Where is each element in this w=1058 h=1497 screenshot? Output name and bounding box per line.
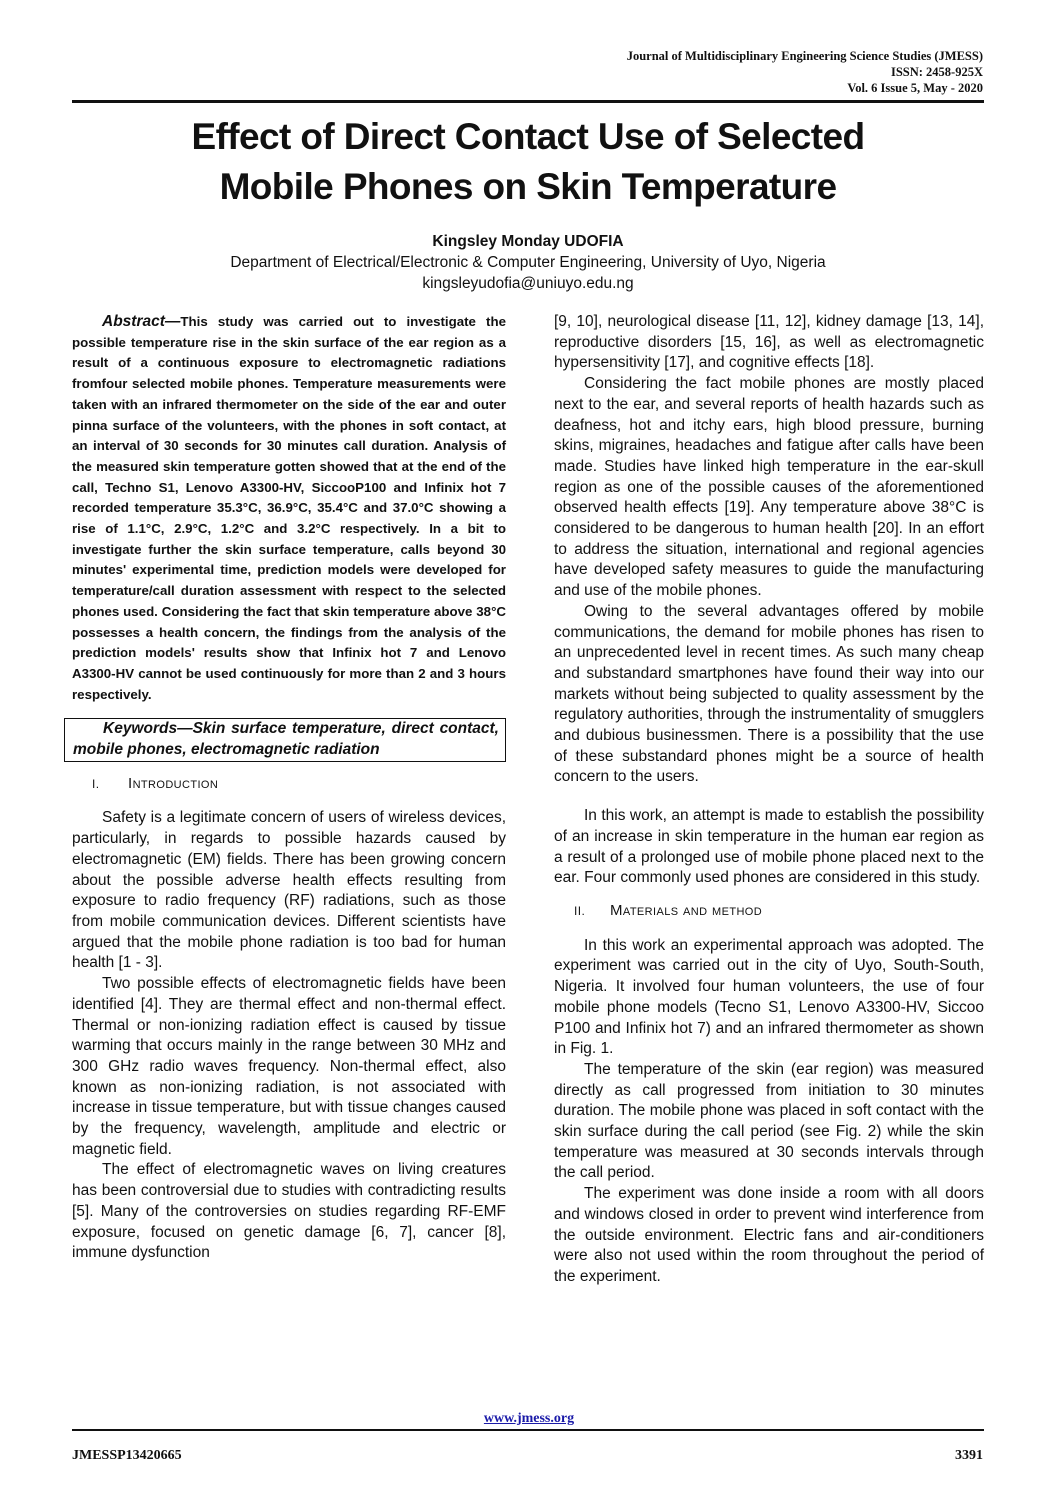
intro-paragraph-2: Two possible effects of electromagnetic fields have been identified [4]. They are thermal effect and non-thermal effect. Thermal or non-ionizing radiation effect is caused by tissue warming that occurs mainly in the range between 30 MHz and 300 GHz radio waves frequency. Non-thermal effect, also known as non-ionizing radiation, is not associated with increase in tissue temperature, but with tissue changes caused by the frequency, wavelength, amplitude and electric or magnetic field. xyxy=(72,975,506,1158)
keywords-box: Keywords—Skin surface temperature, direct contact, mobile phones, electromagnetic radiation xyxy=(64,718,506,761)
paper-id: JMESSP13420665 xyxy=(72,1448,182,1463)
section-title: Introduction xyxy=(128,774,219,792)
paragraph-gap xyxy=(554,788,984,806)
methods-paragraph-1: In this work an experimental approach was adopted. The experiment was carried out in the city of Uyo, South-South, Nigeria. It involved four human volunteers, the use of four mobile phone models (Tecno S1, Lenovo A3300-HV, Siccoo P100 and Infinix hot 7) and an infrared thermometer as shown in Fig. 1. xyxy=(554,936,984,1058)
journal-issn: ISSN: 2458-925X xyxy=(890,65,983,79)
author-name: Kingsley Monday UDOFIA xyxy=(432,233,624,250)
journal-header xyxy=(627,48,983,96)
section-number: I. xyxy=(92,776,100,791)
author-block xyxy=(72,231,984,294)
journal-website-link[interactable]: www.jmess.org xyxy=(483,1411,575,1426)
methods-paragraph-3: The experiment was done inside a room with all doors and windows closed in order to prevent wind interference from the outside environment. Electric fans and air-conditioners were also not used within the room throughout the period of the experiment. xyxy=(554,1185,984,1285)
left-column xyxy=(72,312,506,1264)
author-email: kingsleyudofia@uniuyo.edu.ng xyxy=(422,275,634,292)
paper-title-line-1: Effect of Direct Contact Use of Selected xyxy=(191,116,865,157)
right-column xyxy=(554,312,984,1288)
paper-title xyxy=(72,112,984,212)
section-heading-introduction xyxy=(92,774,506,795)
intro-paragraph-4: Considering the fact mobile phones are mostly placed next to the ear, and several reports of health hazards such as deafness, hot and itchy ears, high blood pressure, burning skins, migraines, headaches and fatigue after calls have been made. Studies have linked high temperature in the ear-skull region as one of the possible causes of the aforementioned observed health effects [19]. Any temperature above 38°C is considered to be dangerous to human health [20]. In an effort to address the situation, international and regional agencies have developed safety measures to guide the manufacturing and use of the mobile phones. xyxy=(554,375,984,600)
journal-name: Journal of Multidisciplinary Engineering Science Studies (JMESS) xyxy=(626,49,983,63)
footer-rule xyxy=(72,1429,984,1431)
journal-volume: Vol. 6 Issue 5, May - 2020 xyxy=(847,81,983,95)
section-heading-materials xyxy=(574,901,984,922)
paper-title-line-2: Mobile Phones on Skin Temperature xyxy=(219,166,837,207)
abstract-text: This study was carried out to investigate the possible temperature rise in the skin surface of the ear region as a result of a continuous exposure to electromagnetic radiations fromfour selected mobile phones. Temperature measurements were taken with an infrared thermometer on the side of the ear and outer pinna surface of the volunteers, with the phones in soft contact, at an interval of 30 seconds for 30 minutes call duration. Analysis of the measured skin temperature gotten showed that at the end of the call, Techno S1, Lenovo A3300-HV, SiccooP100 and Infinix hot 7 recorded temperature 35.3°C, 36.9°C, 35.4°C and 37.0°C showing a rise of 1.1°C, 2.9°C, 1.2°C and 3.2°C respectively. In a bit to investigate further the skin surface temperature, calls beyond 30 minutes' experimental time, prediction models were developed for temperature/call duration assessment with respect to the selected phones used. Considering the fact that skin temperature above 38°C possesses a health concern, the findings from the analysis of the prediction models' results show that Infinix hot 7 and Lenovo A3300-HV cannot be used continuously for more than 2 and 3 hours respectively. xyxy=(72,314,506,702)
header-rule xyxy=(72,100,984,103)
intro-paragraph-6: In this work, an attempt is made to establish the possibility of an increase in skin temperature in the human ear region as a result of a prolonged use of mobile phone placed next to the ear. Four commonly used phones are considered in this study. xyxy=(554,807,984,887)
intro-paragraph-3: The effect of electromagnetic waves on living creatures has been controversial due to studies with contradicting results [5]. Many of the controversies on studies regarding RF-EMF exposure, focused on genetic damage [6, 7], cancer [8], immune dysfunction xyxy=(72,1161,506,1262)
author-affiliation: Department of Electrical/Electronic & Computer Engineering, University of Uyo, Nigeria xyxy=(230,254,826,271)
page-number: 3391 xyxy=(955,1448,983,1463)
methods-paragraph-2: The temperature of the skin (ear region) was measured directly as call progressed from initiation to 30 minutes duration. The mobile phone was placed in soft contact with the skin surface during the call period (see Fig. 2) while the skin temperature was measured at 30 seconds intervals through the call period. xyxy=(554,1060,984,1182)
intro-paragraph-5: Owing to the several advantages offered by mobile communications, the demand for mobile phones has risen to an unprecedented level in recent times. As such many cheap and substandard smartphones have found their way into our markets without being subjected to quality assessment by the regulatory authorities, through the instrumentality of smugglers and dubious businessmen. There is a possibility that the use of these substandard phones might be a source of health concern to the users. xyxy=(554,602,984,786)
section-title: Materials and method xyxy=(610,901,763,919)
intro-paragraph-3-continued: [9, 10], neurological disease [11, 12], kidney damage [13, 14], reproductive disorders [15, 16], as well as electromagnetic hypersensitivity [17], and cognitive effects [18]. xyxy=(554,313,984,372)
intro-paragraph-1: Safety is a legitimate concern of users of wireless devices, particularly, in regards to possible hazards caused by electromagnetic (EM) fields. There has been growing concern about the possible adverse health effects resulting from exposure to radio frequency (RF) radiations, such as those from mobile communication devices. Different scientists have argued that the mobile phone radiation is too bad for human health [1 - 3]. xyxy=(72,809,506,972)
abstract xyxy=(72,312,506,705)
section-number: II. xyxy=(574,903,586,918)
abstract-lead: Abstract— xyxy=(102,313,181,330)
